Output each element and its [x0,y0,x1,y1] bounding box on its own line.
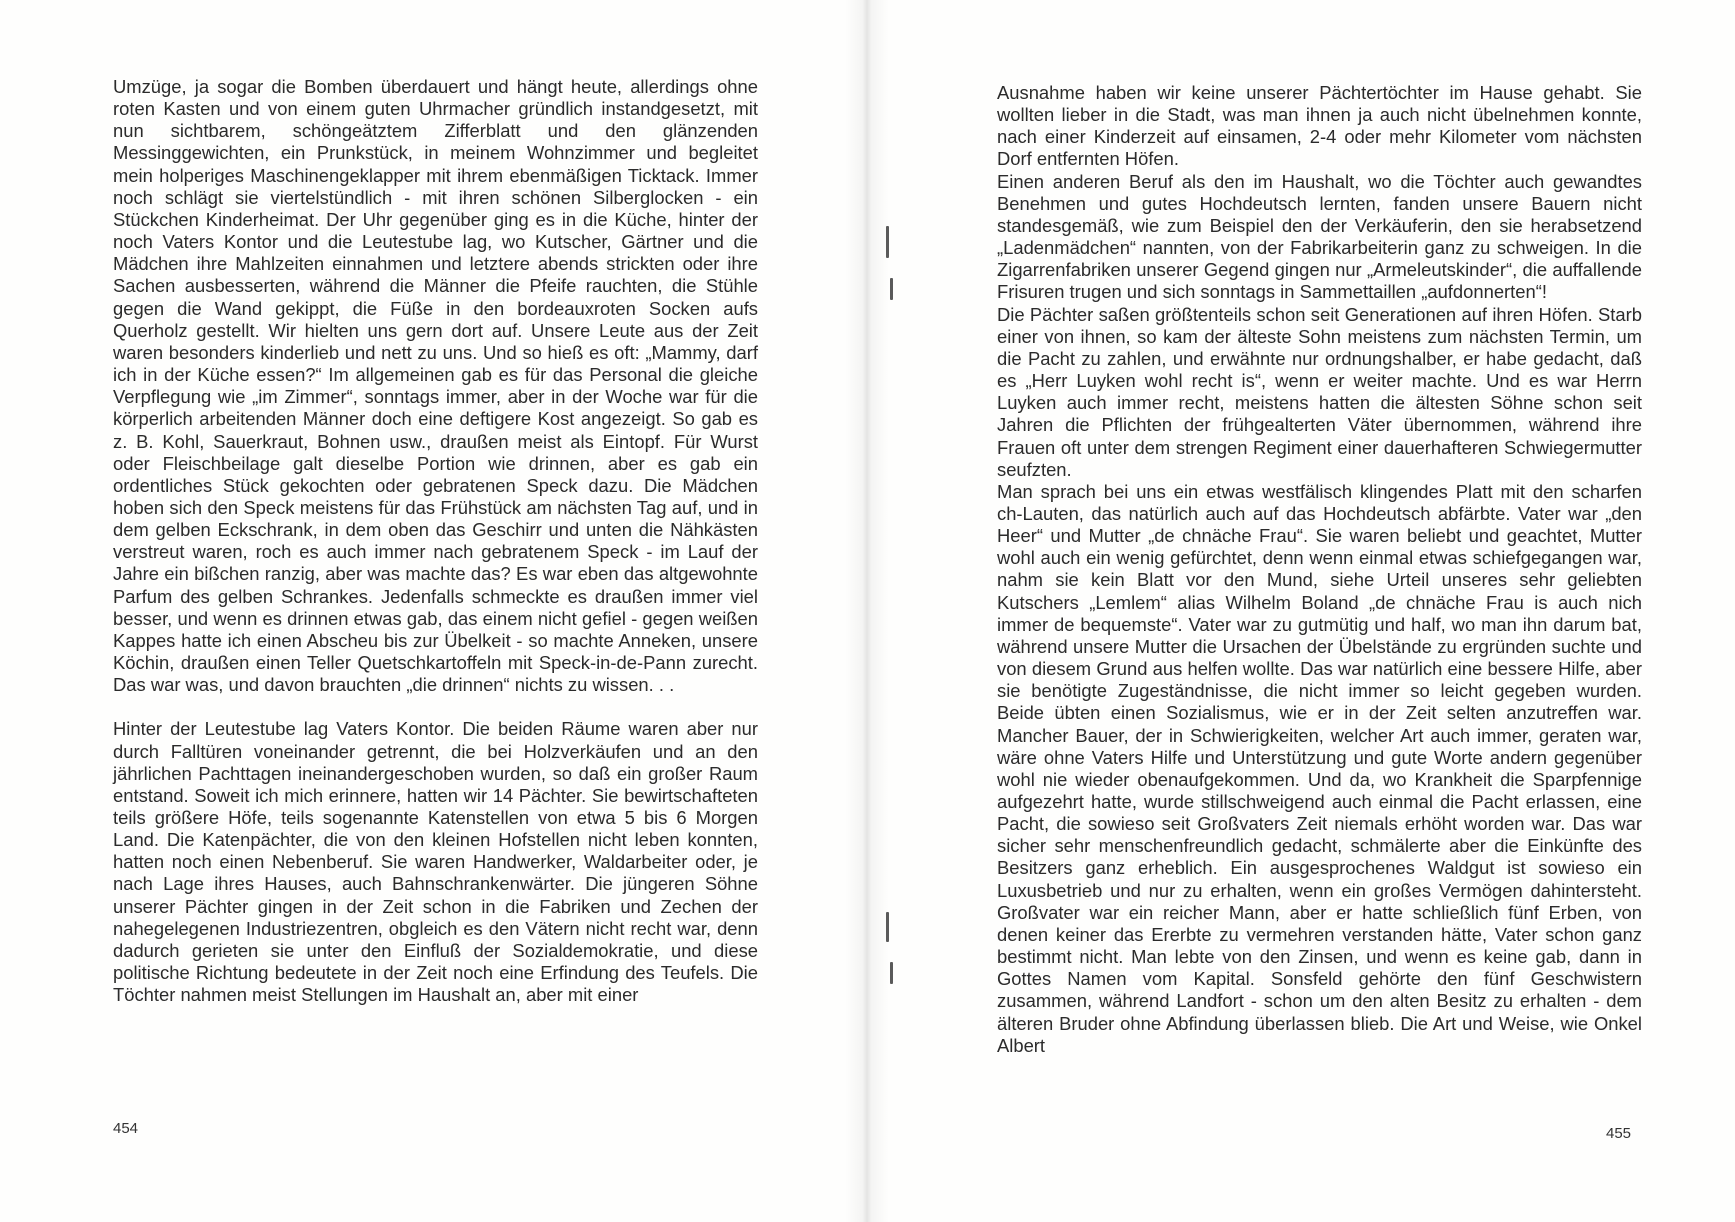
paragraph: Die Pächter saßen größtenteils schon seit Generationen auf ihren Höfen. Starb einer von ihnen, so kam der älteste Sohn meistens zum nächsten Termin, um die Pacht zu zahlen, und erwähnte nur ordnungshalber, er habe gedacht, daß es „Herr Luyken wohl recht is“, wenn er weiter machte. Und es war Herrn Luyken auch immer recht, meistens hatten die ältesten Söhne schon seit Jahren die Pflichten der frühgealterten Väter übernommen, während ihre Frauen oft unter dem strengen Regiment einer dauerhafteren Schwiegermutter seufzten. [997,303,1642,480]
paragraph: Umzüge, ja sogar die Bomben überdauert und hängt heute, allerdings ohne roten Kasten und von einem guten Uhrmacher gründlich instandgesetzt, mit nun sichtbarem, schöngeätztem Zifferblatt und den glänzenden Messinggewichten, ein Prunkstück, in meinem Wohnzimmer und begleitet mein holperiges Maschinengeklapper mit ihrem ebenmäßigen Ticktack. Immer noch schlägt sie viertelstündlich - mit ihren schönen Silberglocken - ein Stückchen Kinderheimat. Der Uhr gegenüber ging es in die Küche, hinter der noch Vaters Kontor und die Leutestube lag, wo Kutscher, Gärtner und die Mädchen ihre Mahlzeiten einnahmen und letztere abends strickten oder ihre Sachen ausbesserten, während die Männer die Pfeife rauchten, die Stühle gegen die Wand gekippt, die Füße in den bordeauxroten Socken aufs Querholz gestellt. Wir hielten uns gern dort auf. Unsere Leute aus der Zeit waren besonders kinderlieb und nett zu uns. Und so hieß es oft: „Mammy, darf ich in der Küche essen?“ Im allgemeinen gab es für das Personal die gleiche Verpflegung wie „im Zimmer“, sonntags immer, aber in der Woche war für die körperlich arbeitenden Männer doch eine deftigere Kost angezeigt. So gab es z. B. Kohl, Sauerkraut, Bohnen usw., draußen meist als Eintopf. Für Wurst oder Fleischbeilage galt dieselbe Portion wie drinnen, aber es gab ein ordentliches Stück gekochten oder gebratenen Speck dazu. Die Mädchen hoben sich den Speck meistens für das Frühstück am nächsten Tag auf, und in dem gelben Eckschrank, in dem oben das Geschirr und unten die Nähkästen verstreut waren, roch es auch immer nach gebratenem Speck - im Lauf der Jahre ein bißchen ranzig, aber was machte das? Es war eben das altgewohnte Parfum des gelben Schrankes. Jedenfalls schmeckte es draußen immer viel besser, und wenn es drinnen etwas gab, das einem nicht gefiel - gegen weißen Kappes hatte ich einen Abscheu bis zur Übelkeit - so machte Anneken, unsere Köchin, draußen einen Teller Quetschkartoffeln mit Speck-in-de-Pann zurecht. Das war was, und davon brauchten „die drinnen“ nichts zu wissen. . . [113,76,758,696]
book-gutter [845,0,889,1222]
paragraph: Ausnahme haben wir keine unserer Pächtertöchter im Hause gehabt. Sie wollten lieber in die Stadt, was man ihnen ja auch nicht übelnehmen konnte, nach einer Kinderzeit auf einsamen, 2-4 oder mehr Kilometer vom nächsten Dorf entfernten Höfen. [997,82,1642,170]
right-page-text [997,82,1642,1057]
right-page [867,0,1735,1222]
paragraph: Man sprach bei uns ein etwas westfälisch klingendes Platt mit den scharfen ch-Lauten, das natürlich auch auf das Hochdeutsch abfärbte. Vater war „den Heer“ und Mutter „de chnäche Frau“. Sie waren beliebt und geachtet, Mutter wohl auch ein wenig gefürchtet, denn wenn einmal etwas schiefgegangen war, nahm sie kein Blatt vor den Mund, siehe Urteil unseres sehr geliebten Kutschers „Lemlem“ alias Wilhelm Boland „de chnäche Frau is auch nich immer de bequemste“. Vater war zu gutmütig und half, wo man ihn darum bat, während unsere Mutter die Ursachen der Übelstände zu ergründen suchte und von diesem Grund aus helfen wollte. Das war natürlich eine bessere Hilfe, aber sie benötigte Zugeständnisse, die nicht immer so leicht gegeben wurden. Beide übten einen Sozialismus, wie er in der Zeit selten anzutreffen war. Mancher Bauer, der in Schwierigkeiten, welcher Art auch immer, geraten war, wäre ohne Vaters Hilfe und Unterstützung und gute Worte andern gegenüber wohl nie wieder obenaufgekommen. Und da, wo Krankheit die Sparpfennige aufgezehrt hatte, wurde stillschweigend auch einmal die Pacht erlassen, eine Pacht, die sowieso seit Großvaters Zeit niemals erhöht worden war. Das war sicher sehr menschenfreundlich gedacht, schmälerte aber die Einkünfte des Besitzers ganz erheblich. Ein ausgesprochenes Waldgut ist sowieso ein Luxusbetrieb und nur zu erhalten, wenn ein großes Vermögen dahintersteht. Großvater war ein reicher Mann, aber er hatte schließlich fünf Erben, von denen keiner das Ererbte zu vermehren verstanden hätte, Vater schon ganz bestimmt nicht. Man lebte von den Zinsen, und wenn es keine gab, dann in Gottes Namen vom Kapital. Sonsfeld gehörte den fünf Geschwistern zusammen, während Landfort - schon um den alten Besitz zu erhalten - dem älteren Bruder ohne Abfindung überlassen blieb. Die Art und Weise, wie Onkel Albert [997,480,1642,1056]
paragraph: Einen anderen Beruf als den im Haushalt, wo die Töchter auch gewandtes Benehmen und gutes Hochdeutsch lernten, fanden unsere Bauern nicht standesgemäß, wie zum Beispiel den der Verkäuferin, den sie herabsetzend „Ladenmädchen“ nannten, von der Fabrikarbeiterin ganz zu schweigen. In die Zigarrenfabriken unserer Gegend gingen nur „Armeleutskinder“, die auffallende Frisuren trugen und sich sonntags in Sammettaillen „aufdonnerten“! [997,170,1642,303]
staple-mark [890,962,893,984]
paragraph: Hinter der Leutestube lag Vaters Kontor. Die beiden Räume waren aber nur durch Falltüren voneinander getrennt, die bei Holzverkäufen und an den jährlichen Pachttagen ineinandergeschoben wurden, so daß ein großer Raum entstand. Soweit ich mich erinnere, hatten wir 14 Pächter. Sie bewirtschafteten teils größere Höfe, teils sogenannte Katenstellen von etwa 5 bis 6 Morgen Land. Die Katenpächter, die von den kleinen Hofstellen nicht leben konnten, hatten noch einen Nebenberuf. Sie waren Handwerker, Waldarbeiter oder, je nach Lage ihres Hauses, auch Bahnschrankenwärter. Die jüngeren Söhne unserer Pächter gingen in der Zeit schon in die Fabriken und Zechen der nahegelegenen Industriezentren, obgleich es den Vätern nicht recht war, denn dadurch gerieten sie unter den Einfluß der Sozialdemokratie, und diese politische Richtung bedeutete in der Zeit noch eine Erfindung des Teufels. Die Töchter nahmen meist Stellungen im Haushalt an, aber mit einer [113,718,758,1006]
staple-mark [886,912,889,942]
left-page-text [113,76,758,1006]
staple-mark [890,278,893,300]
left-page [0,0,867,1222]
page-number-right: 455 [1606,1125,1632,1142]
staple-mark [886,226,889,258]
page-number-left: 454 [113,1120,139,1137]
